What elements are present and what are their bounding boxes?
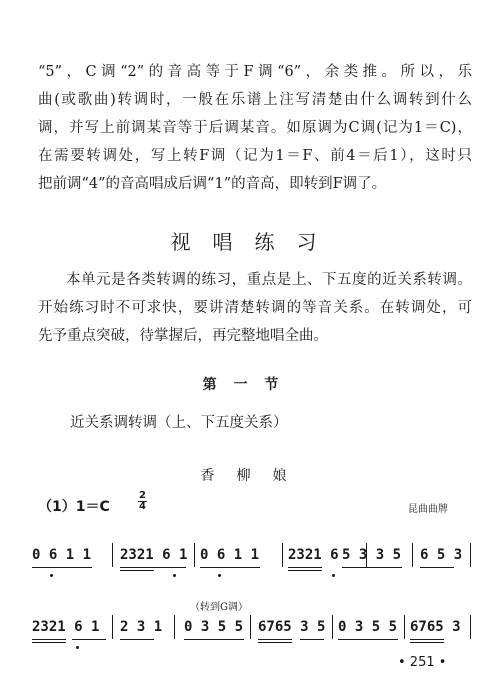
- barline: [282, 543, 283, 567]
- time-signature-top: 2: [139, 490, 146, 501]
- barline: [470, 543, 471, 567]
- measure: 6765 3 5: [258, 619, 326, 635]
- beam-line: [420, 567, 454, 568]
- beam-line: [120, 570, 154, 571]
- beam-line: [120, 567, 186, 568]
- barline: [412, 543, 413, 567]
- key-signature: （1）1＝C: [38, 499, 110, 515]
- barline: [250, 615, 251, 639]
- text-line: 本单元是各类转调的练习，重点是上、下五度的近关系转调。: [66, 272, 472, 288]
- text-line: 曲(或歌曲)转调时，一般在乐谱上注写清楚由什么调转到什么: [38, 92, 472, 108]
- barline: [332, 615, 333, 639]
- beam-line: [300, 639, 324, 640]
- octave-dot: [76, 646, 79, 649]
- beam-line: [342, 567, 402, 568]
- text-line: “5”，C调“2”的音高等于F调“6”，余类推。所以，乐: [38, 64, 472, 80]
- section-title: 视唱练习: [170, 230, 339, 254]
- measure: 2321 6 1: [120, 547, 188, 563]
- source-label: 昆曲曲牌: [408, 504, 448, 515]
- beam-line: [258, 639, 292, 640]
- beam-line: [184, 639, 244, 640]
- barline: [470, 615, 471, 639]
- intro-paragraph: [38, 58, 472, 198]
- beam-line: [338, 639, 398, 640]
- unit-paragraph: [38, 266, 472, 350]
- measure: 2 3 1: [120, 619, 163, 635]
- beam-line: [410, 639, 444, 640]
- beam-line: [410, 642, 444, 643]
- section-heading: 第 一 节: [202, 377, 285, 393]
- octave-dot: [218, 574, 221, 577]
- octave-dot: [50, 574, 53, 577]
- barline: [194, 543, 195, 567]
- beam-line: [120, 639, 154, 640]
- subtopic-label: 近关系调转调（上、下五度关系）: [70, 415, 288, 431]
- measure: 5 3 3 5: [342, 547, 402, 563]
- time-signature-bottom: 4: [139, 501, 146, 512]
- measure: 0 6 1 1: [32, 547, 92, 563]
- text-line: 先予重点突破，待掌握后，再完整地唱全曲。: [38, 328, 328, 344]
- song-title: 香柳娘: [200, 468, 309, 484]
- beam-line: [32, 567, 92, 568]
- barline: [112, 615, 113, 639]
- modulation-note: （转到G调）: [190, 602, 248, 613]
- beam-line: [72, 639, 106, 640]
- barline: [112, 543, 113, 567]
- measure: 0 3 5 5: [184, 619, 244, 635]
- time-signature: [138, 491, 147, 512]
- measure: 2321 6 1: [32, 619, 100, 635]
- text-line: 开始练习时不可求快，要讲清楚转调的等音关系。在转调处，可: [38, 300, 472, 316]
- measure: 0 6 1 1: [200, 547, 260, 563]
- measure: 0 3 5 5: [338, 619, 398, 635]
- beam-line: [200, 567, 260, 568]
- barline: [174, 615, 175, 639]
- beam-line: [288, 567, 322, 568]
- measure: 6765 3: [410, 619, 461, 635]
- measure: 2321 6: [288, 547, 339, 563]
- text-line: 调，并写上前调某音等于后调某音。如原调为C调(记为1＝C)，: [38, 120, 472, 136]
- text-line: 把前调“4”的音高唱成后调“1”的音高，即转到F调了。: [38, 176, 387, 192]
- text-line: 在需要转调处，写上转F调（记为1＝F、前4＝后1），这时只: [38, 148, 472, 164]
- barline: [404, 615, 405, 639]
- beam-line: [288, 570, 322, 571]
- beam-line: [258, 642, 292, 643]
- beam-line: [32, 639, 66, 640]
- page-number: • 251 •: [398, 655, 447, 670]
- beam-line: [32, 642, 66, 643]
- octave-dot: [332, 574, 335, 577]
- measure: 6 5 3: [420, 547, 463, 563]
- octave-dot: [173, 574, 176, 577]
